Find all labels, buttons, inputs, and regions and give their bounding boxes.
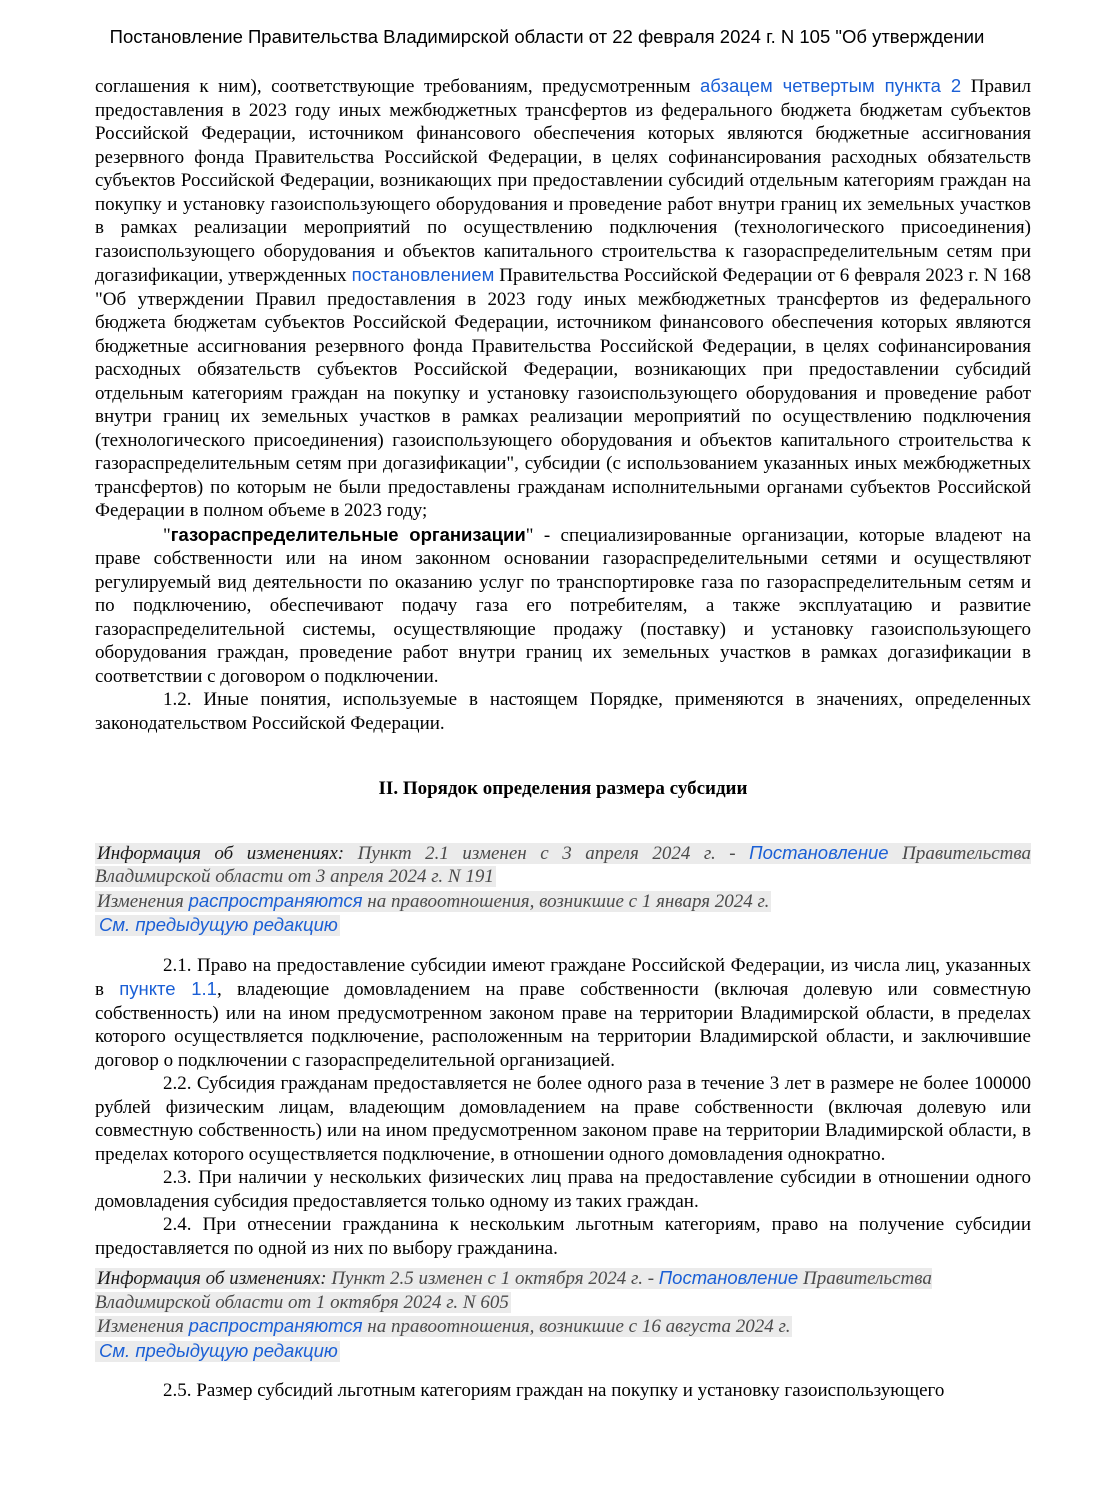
link-paragraph-4-point-2[interactable]: абзацем четвертым пункта 2 [700, 75, 962, 96]
change-info-text: Пункт 2.5 изменен с 1 октября 2024 г. - [326, 1268, 659, 1289]
change-info-label: Информация об изменениях: [97, 1268, 327, 1289]
link-point-1-1[interactable]: пункте 1.1 [119, 978, 217, 999]
change-info-text: Правительства Владимирской области от 1 октября 2024 г. N 605 [95, 1268, 932, 1313]
change-info-text: на правоотношения, возникшие с 1 января 2024 г. [362, 890, 770, 912]
paragraph-1-2: 1.2. Иные понятия, используемые в настоящем Порядке, применяются в значениях, определенных законодательством Российской Федерации. [95, 689, 1031, 734]
link-applies[interactable]: распространяются [188, 1315, 363, 1336]
change-info-text: Пункт 2.1 изменен с 3 апреля 2024 г. - [344, 842, 750, 864]
definition-gas-distribution-orgs [95, 523, 1031, 689]
paragraph-text: " [163, 524, 171, 546]
paragraph-text: соглашения к ним), соответствующие требованиям, предусмотренным [95, 76, 701, 97]
change-info-text: на правоотношения, возникшие с 16 августа 2024 г. [362, 1316, 791, 1337]
paragraph-text: 2.1. Право на предоставление субсидии имеют граждане Российской Федерации, из числа лиц, указанных в [95, 954, 1031, 1000]
paragraph-text: , владеющие домовладением на праве собственности (включая долевую или совместную собственность) или на ином предусмотренном законом праве на территории Владимирской области, в пределах которого осуществляется подключение, расположенным на территории Владимирской области, и заключившие договор о подключении с газораспределительной организацией. [95, 979, 1031, 1071]
paragraph-2-4: 2.4. При отнесении гражданина к нескольким льготным категориям, право на получение субсидии предоставляется по одной из них по выбору гражданина. [95, 1214, 1031, 1259]
paragraph-2-1 [95, 954, 1031, 1073]
change-info-block [95, 841, 1031, 938]
link-resolution-191[interactable]: Постановление [749, 841, 889, 863]
change-info-text: Изменения [97, 890, 189, 912]
link-previous-edition[interactable]: См. предыдущую редакцию [99, 1339, 338, 1361]
link-applies[interactable]: распространяются [188, 889, 363, 911]
paragraph-2-2: 2.2. Субсидия гражданам предоставляется не более одного раза в течение 3 лет в размере не более 100000 рублей физическим лицам, владеющим домовладением на праве собственности (включая долевую или совместную собственность) или на ином предусмотренном законом праве на территории Владимирской области, в пределах которого осуществляется подключение, в отношении одного домовладения однократно. [95, 1073, 1031, 1165]
section-title: II. Порядок определения размера субсидии [378, 778, 748, 799]
document-body [95, 74, 1031, 1403]
change-info-block [95, 1266, 1031, 1363]
paragraph-2-5: 2.5. Размер субсидий льготным категориям граждан на покупку и установку газоиспользующего [163, 1380, 945, 1401]
paragraph-1-continued [95, 74, 1031, 523]
change-info-label: Информация об изменениях: [97, 842, 345, 864]
paragraph-text: Правил предоставления в 2023 году иных межбюджетных трансфертов из федерального бюджета бюджетам субъектов Российской Федерации, источником финансового обеспечения которых являются бюджетные ассигнования резервного фонда Правительства Российской Федерации, в целях софинансирования расходных обязательств субъектов Российской Федерации, возникающих при предоставлении субсидий отдельным категориям граждан на покупку и установку газоиспользующего оборудования и проведение работ внутри границ их земельных участков в рамках реализации мероприятий по осуществлению подключения (технологического присоединения) газоиспользующего оборудования и объектов капитального строительства к газораспределительным сетям при догазификации, утвержденных [95, 76, 1031, 286]
link-resolution-605[interactable]: Постановление [658, 1267, 799, 1288]
paragraph-text: Правительства Российской Федерации от 6 февраля 2023 г. N 168 "Об утверждении Правил предоставления в 2023 году иных межбюджетных трансфертов из федерального бюджета бюджетам субъектов Российской Федерации, источником финансового обеспечения которых являются бюджетные ассигнования резервного фонда Правительства Российской Федерации, в целях софинансирования расходных обязательств субъектов Российской Федерации, возникающих при предоставлении субсидий отдельным категориям граждан на покупку и установку газоиспользующего оборудования и проведение работ внутри границ их земельных участков в рамках реализации мероприятий по осуществлению подключения (технологического присоединения) газоиспользующего оборудования и объектов капитального строительства к газораспределительным сетям при догазификации", субсидии (с использованием указанных иных межбюджетных трансфертов) по которым не были предоставлены гражданам исполнительными органами субъектов Российской Федерации в полном объеме в 2023 году; [95, 265, 1031, 521]
change-info-text: Правительства Владимирской области от 3 апреля 2024 г. N 191 [95, 842, 1031, 887]
paragraph-text: " - специализированные организации, которые владеют на праве собственности или на ином законном основании газораспределительными сетями и осуществляют регулируемый вид деятельности по оказанию услуг по транспортировке газа по газораспределительным сетям и по подключению, обеспечивают подачу газа его потребителям, а также эксплуатацию и развитие газораспределительной системы, осуществляющие продажу (поставку) и установку газоиспользующего оборудования граждан, проведение работ внутри границ их земельных участков в рамках догазификации в соответствии с договором о подключении. [95, 524, 1032, 687]
link-previous-edition[interactable]: См. предыдущую редакцию [99, 914, 338, 935]
defined-term: газораспределительные организации [170, 523, 526, 545]
link-resolution[interactable]: постановлением [351, 264, 495, 285]
change-info-text: Изменения [97, 1316, 189, 1337]
document-header: Постановление Правительства Владимирской области от 22 февраля 2024 г. N 105 "Об утверждении [109, 26, 985, 47]
paragraph-2-3: 2.3. При наличии у нескольких физических лиц права на предоставление субсидии в отношении одного домовладения субсидия предоставляется только одному из таких граждан. [95, 1167, 1031, 1212]
